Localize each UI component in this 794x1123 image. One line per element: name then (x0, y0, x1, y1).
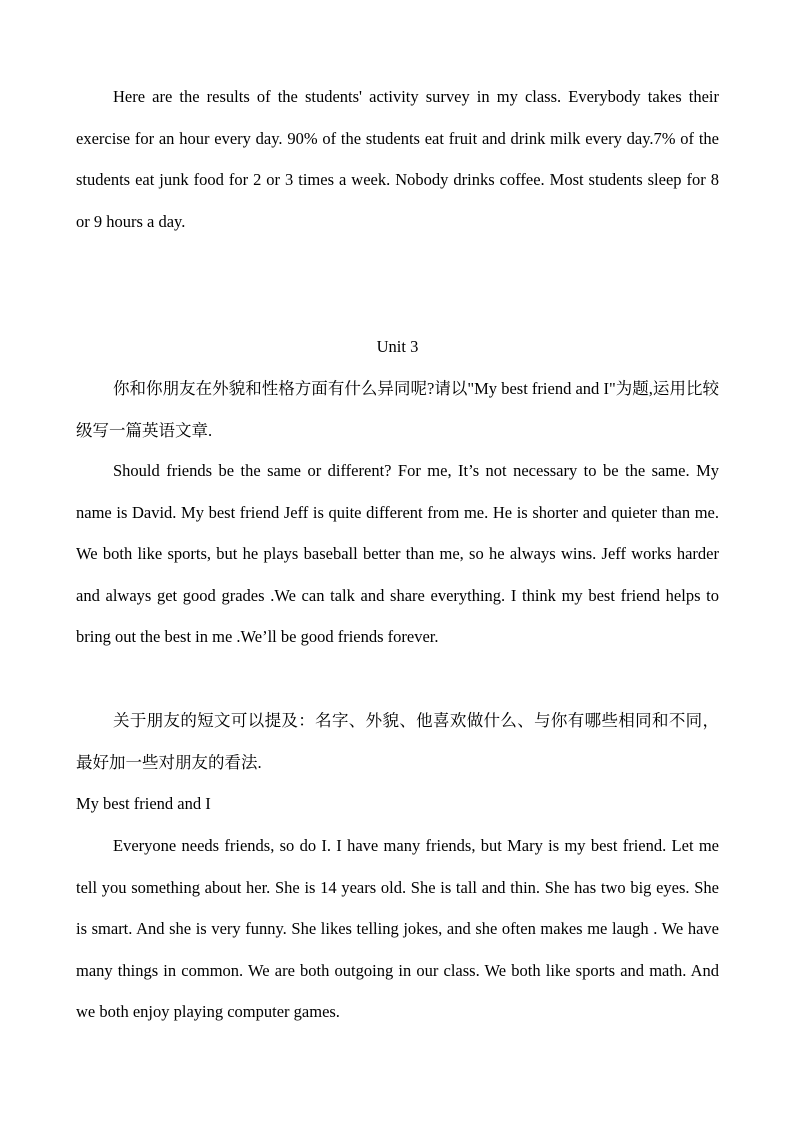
essay-2-title: My best friend and I (76, 794, 211, 813)
unit-title: Unit 3 (376, 337, 419, 356)
sample-essay-1: Should friends be the same or different? For me, It’s not necessary to be the same. My name is David. My best friend Jeff is quite different from me. He is shorter and quieter than me. We both like sports, but he plays baseball better than me, so he always wins. Jeff works harder and always get good grades .We can talk and share everything. I think my best friend helps to bring out the best in me .We’ll be good friends forever. (76, 461, 719, 647)
writing-prompt-1: 你和你朋友在外貌和性格方面有什么异同呢?请以"My best friend and I"为题,运用比较级写一篇英语文章. (76, 379, 719, 440)
sample-essay-2: Everyone needs friends, so do I. I have many friends, but Mary is my best friend. Let me tell you something about her. She is 14 years old. She is tall and thin. She has two big eyes. She is smart. And she is very funny. She likes telling jokes, and she often makes me laugh . We have many things in common. We are both outgoing in our class. We both like sports and math. And we both enjoy playing computer games. (76, 836, 719, 1022)
writing-prompt-2: 关于朋友的短文可以提及：名字、外貌、他喜欢做什么、与你有哪些相同和不同，最好加一些对朋友的看法. (76, 711, 719, 772)
survey-paragraph: Here are the results of the students' activity survey in my class. Everybody takes their exercise for an hour every day. 90% of the students eat fruit and drink milk every day.7% of the students eat junk food for 2 or 3 times a week. Nobody drinks coffee. Most students sleep for 8 or 9 hours a day. (76, 87, 719, 231)
